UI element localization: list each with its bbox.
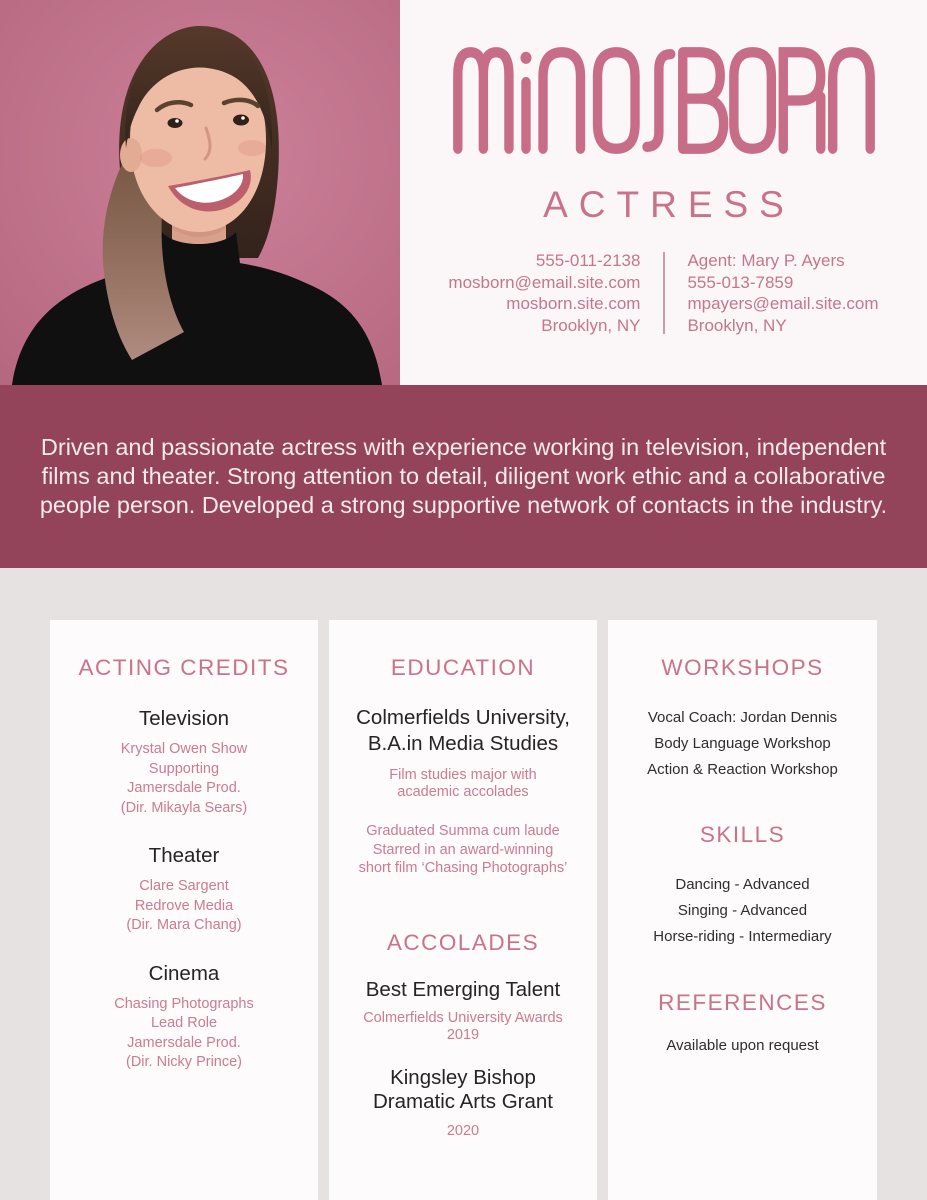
text-line: Driven and passionate actress with experience working in television, independent	[40, 434, 887, 460]
credit-section-title: Cinema	[148, 961, 220, 985]
skills-heading: SKILLS	[699, 822, 786, 847]
workshops-list	[608, 705, 877, 783]
accolade-title: Kingsley Bishop Dramatic Arts Grant	[373, 1065, 553, 1113]
portrait-photo	[0, 0, 400, 385]
text-line: Lead Role	[150, 1015, 218, 1031]
text-line: Colmerfields University Awards	[363, 1009, 563, 1026]
accolade-sub	[329, 1010, 597, 1044]
acting-credits-card	[50, 620, 318, 1200]
content-cards	[0, 568, 927, 1200]
text-line: (Dir. Mikayla Sears)	[120, 799, 248, 816]
header-section	[0, 0, 927, 385]
text-line: Chasing Photographs	[114, 995, 254, 1012]
workshops-heading: WORKSHOPS	[661, 655, 824, 680]
skills-list	[608, 872, 877, 950]
text-line: mosborn@email.site.com	[448, 272, 641, 292]
text-line: Krystal Owen Show	[120, 741, 248, 757]
education-details	[329, 822, 597, 878]
text-line: short film ‘Chasing Photographs’	[358, 860, 568, 876]
education-subtitle: Film studies major with academic accolades	[389, 767, 537, 800]
text-line: Singing - Advanced	[677, 902, 808, 919]
text-line: Brooklyn, NY	[687, 315, 787, 335]
credit-section-lines	[50, 877, 318, 936]
text-line: Vocal Coach: Jordan Dennis	[647, 709, 838, 726]
text-line: Horse-riding - Intermediary	[653, 928, 832, 945]
text-line: 555-011-2138	[535, 251, 641, 270]
workshops-card	[608, 620, 877, 1200]
text-line: Supporting	[148, 760, 220, 777]
references-note: Available upon request	[666, 1037, 819, 1054]
text-line: people person. Developed a strong supportive network of contacts in the industry.	[39, 492, 888, 518]
text-line: Body Language Workshop	[654, 735, 831, 752]
contact-personal	[448, 250, 640, 336]
text-line: Brooklyn, NY	[541, 315, 641, 335]
name-text	[663, 0, 664, 1]
text-line: Starred in an award-winning	[372, 841, 554, 858]
text-line: films and theater. Strong attention to detail, diligent work ethic and a collaborative	[41, 463, 886, 489]
credit-section-lines	[50, 740, 318, 818]
education-card	[329, 620, 597, 1200]
text-line: Clare Sargent	[139, 878, 229, 894]
portrait-illustration	[0, 0, 400, 385]
education-school: Colmerfields University, B.A.in Media Studies	[356, 706, 570, 755]
text-line: Action & Reaction Workshop	[647, 761, 838, 778]
text-line: mosborn.site.com	[506, 294, 641, 314]
text-line: Jamersdale Prod.	[127, 1034, 241, 1051]
contact-agent	[687, 250, 878, 336]
references-heading: REFERENCES	[658, 990, 827, 1015]
text-line: Dancing - Advanced	[675, 876, 810, 893]
text-line: Redrove Media	[134, 897, 234, 914]
text-line: 2019	[446, 1026, 480, 1043]
accolade-sub	[329, 1123, 597, 1140]
education-heading: EDUCATION	[390, 655, 536, 680]
text-line: (Dir. Mara Chang)	[126, 917, 242, 933]
summary-band	[0, 385, 927, 568]
text-line: Graduated Summa cum laude	[366, 823, 560, 839]
accolades-heading: ACCOLADES	[386, 929, 540, 955]
text-line: (Dir. Nicky Prince)	[125, 1054, 242, 1070]
credit-section-title: Television	[138, 707, 230, 730]
text-line: Jamersdale Prod.	[127, 780, 241, 796]
accolade-title: Best Emerging Talent	[365, 977, 561, 1001]
name-logo	[451, 43, 877, 158]
text-line: 555-013-7859	[687, 272, 794, 292]
profession-subtitle: ACTRESS	[543, 184, 795, 225]
contact-block	[448, 250, 878, 336]
text-line: 2020	[446, 1122, 480, 1139]
identity-panel	[400, 0, 927, 385]
text-line: Agent: Mary P. Ayers	[687, 251, 845, 270]
contact-divider	[663, 252, 665, 334]
text-line: mpayers@email.site.com	[687, 294, 879, 314]
credit-section-title: Theater	[148, 844, 220, 867]
acting-credits-heading: ACTING CREDITS	[78, 655, 290, 680]
credit-section-lines	[50, 995, 318, 1073]
